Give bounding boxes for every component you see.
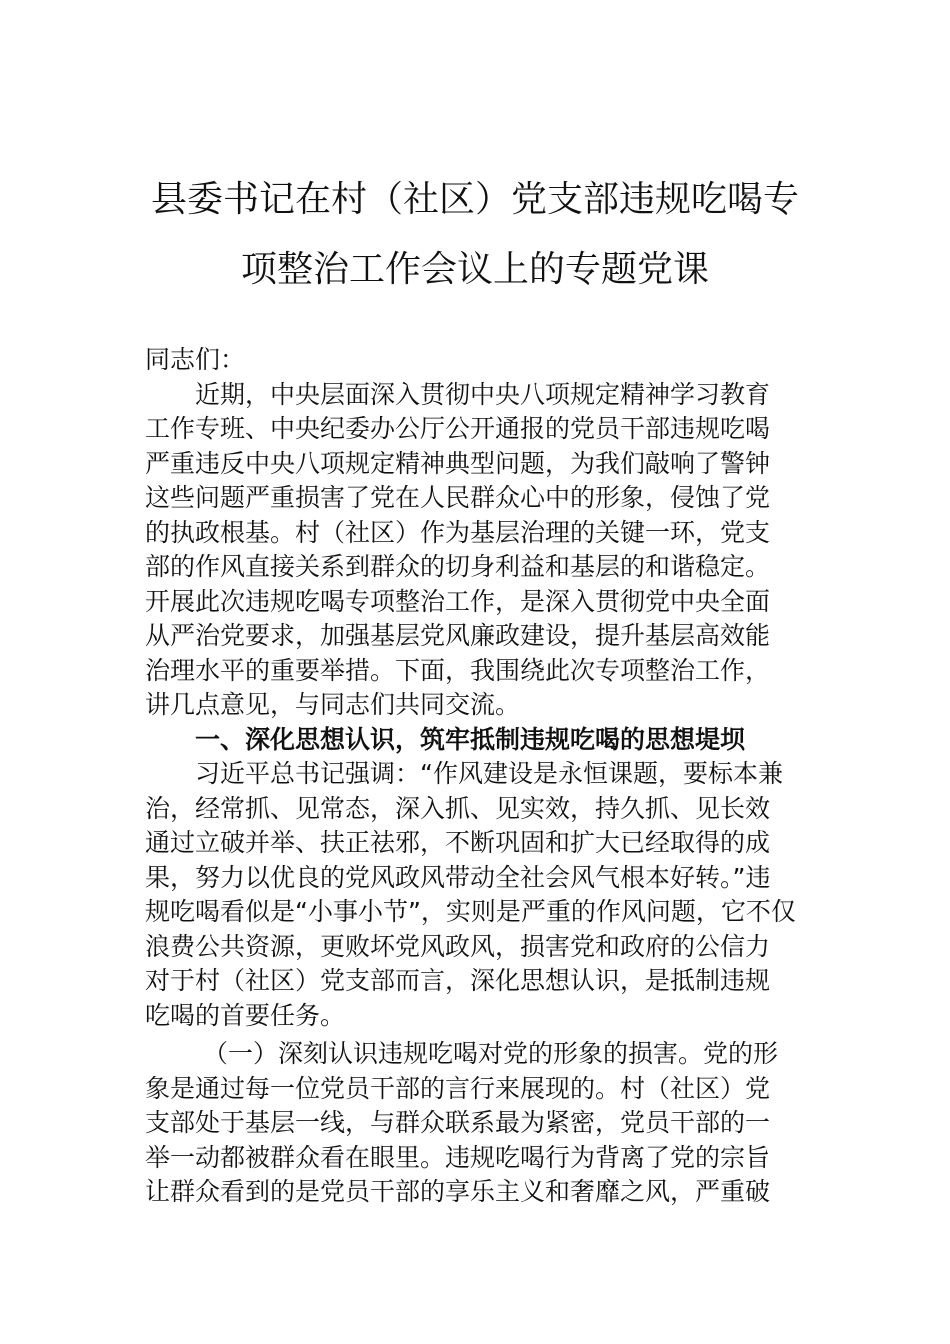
subsection-line: （一）深刻认识违规吃喝对党的形象的损害。党的形: [203, 1039, 779, 1068]
paragraph-line: 象是通过每一位党员干部的言行来展现的。村（社区）党: [145, 1073, 771, 1103]
paragraph-line: 讲几点意见，与同志们共同交流。: [145, 690, 521, 719]
salutation: 同志们：: [145, 345, 246, 374]
paragraph-line: 浪费公共资源，更败坏党风政风，损害党和政府的公信力: [145, 931, 771, 961]
paragraph-line: 这些问题严重损害了党在人民群众心中的形象，侵蚀了党: [145, 483, 771, 512]
paragraph-line: 对于村（社区）党支部而言，深化思想认识，是抵制违规: [145, 966, 771, 995]
document-title-line-1: 县委书记在村（社区）党支部违规吃喝专: [150, 179, 799, 220]
paragraph-line: 开展此次违规吃喝专项整治工作，是深入贯彻党中央全面: [145, 586, 771, 616]
paragraph-line: 支部处于基层一线，与群众联系最为紧密，党员干部的一: [145, 1108, 771, 1137]
paragraph-line: 从严治党要求，加强基层党风廉政建设，提升基层高效能: [145, 621, 771, 650]
section-heading: 一、深化思想认识，筑牢抵制违规吃喝的思想堤坝: [195, 724, 746, 754]
paragraph-line: 习近平总书记强调：“作风建设是永恒课题，要标本兼: [195, 759, 783, 788]
paragraph-line: 通过立破并举、扶正祛邪，不断巩固和扩大已经取得的成: [145, 828, 771, 857]
paragraph-line: 吃喝的首要任务。: [145, 1000, 346, 1030]
paragraph-line: 近期，中央层面深入贯彻中央八项规定精神学习教育: [195, 379, 771, 409]
paragraph-line: 果，努力以优良的党风政风带动全社会风气根本好转。”违: [145, 862, 771, 892]
paragraph-line: 规吃喝看似是“小事小节”，实则是严重的作风问题，它不仅: [145, 897, 796, 926]
paragraph-line: 让群众看到的是党员干部的享乐主义和奢靡之风，严重破: [145, 1177, 771, 1206]
document-title-line-2: 项整治工作会议上的专题党课: [240, 249, 709, 290]
paragraph-line: 严重违反中央八项规定精神典型问题，为我们敲响了警钟: [145, 448, 771, 478]
paragraph-line: 举一动都被群众看在眼里。违规吃喝行为背离了党的宗旨: [145, 1142, 771, 1172]
paragraph-line: 部的作风直接关系到群众的切身利益和基层的和谐稳定。: [145, 552, 771, 581]
paragraph-line: 治，经常抓、见常态，深入抓、见实效，持久抓、见长效: [145, 793, 771, 823]
paragraph-line: 的执政根基。村（社区）作为基层治理的关键一环，党支: [145, 517, 771, 547]
paragraph-line: 治理水平的重要举措。下面，我围绕此次专项整治工作，: [145, 655, 771, 685]
paragraph-line: 工作专班、中央纪委办公厅公开通报的党员干部违规吃喝: [145, 414, 771, 443]
document-body: [145, 343, 810, 1210]
